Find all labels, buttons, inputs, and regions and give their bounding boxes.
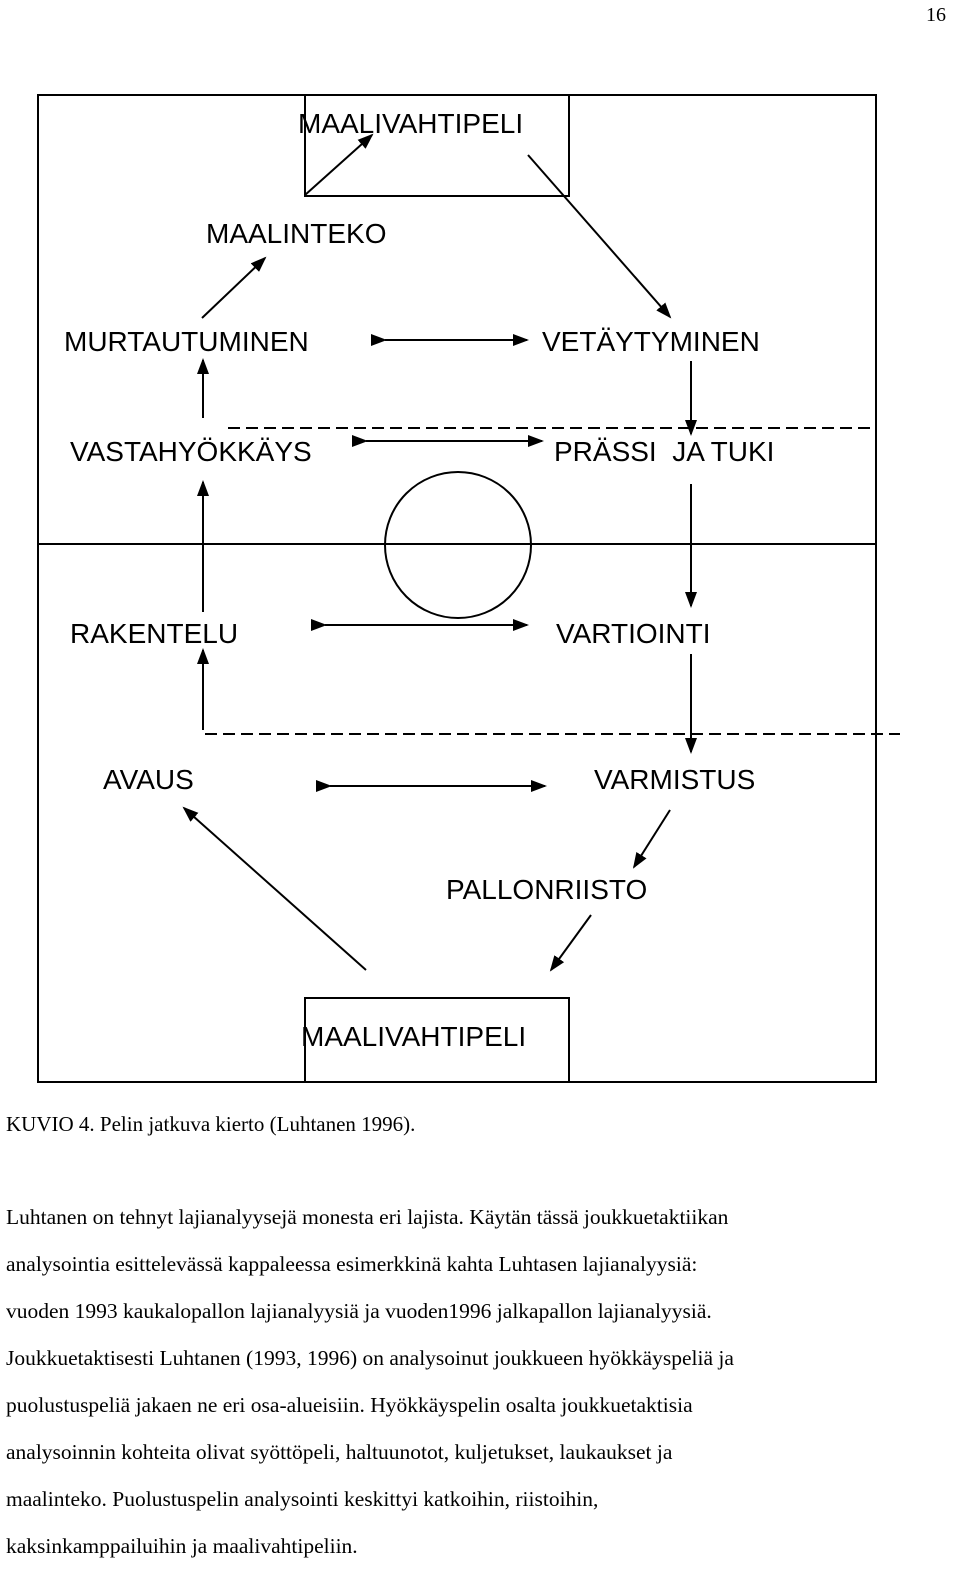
paragraph-line: analysoinnin kohteita olivat syöttöpeli, haltuunotot, kuljetukset, laukaukset ja — [6, 1440, 673, 1464]
node-opening: AVAUS — [103, 764, 194, 795]
arrow-ball-winning-to-goalkeeping — [551, 915, 591, 970]
node-counterattack: VASTAHYÖKKÄYS — [70, 436, 312, 467]
paragraph-line: vuoden 1993 kaukalopallon lajianalyysiä ja vuoden1996 jalkapallon lajianalyysiä. — [6, 1299, 712, 1323]
node-goalkeeping-bottom: MAALIVAHTIPELI — [301, 1021, 527, 1052]
node-goalkeeping-top: MAALIVAHTIPELI — [298, 108, 524, 139]
node-breakthrough: MURTAUTUMINEN — [64, 326, 309, 357]
node-guarding: VARTIOINTI — [556, 618, 711, 649]
node-withdrawal: VETÄYTYMINEN — [542, 326, 760, 357]
node-press-support: PRÄSSI JA TUKI — [554, 436, 775, 467]
arrow-scoring-to-goalkeeping — [305, 135, 372, 195]
paragraph-line: Joukkuetaktisesti Luhtanen (1993, 1996) on analysoinut joukkueen hyökkäyspeliä ja — [6, 1346, 734, 1370]
node-covering: VARMISTUS — [594, 764, 756, 795]
arrow-breakthrough-to-scoring — [202, 258, 265, 318]
page-number: 16 — [926, 4, 946, 26]
paragraph-line: maalinteko. Puolustuspelin analysointi keskittyi katkoihin, riistoihin, — [6, 1487, 599, 1511]
field-outline — [38, 95, 876, 1082]
figure-caption: KUVIO 4. Pelin jatkuva kierto (Luhtanen 1996). — [6, 1112, 416, 1136]
node-scoring: MAALINTEKO — [206, 218, 387, 249]
arrow-goalkeeping-to-withdrawal — [528, 155, 670, 317]
arrow-goalkeeping-to-opening — [184, 808, 366, 970]
paragraph-line: kaksinkamppailuihin ja maalivahtipeliin. — [6, 1534, 358, 1558]
node-buildup: RAKENTELU — [70, 618, 239, 649]
node-ball-winning: PALLONRIISTO — [446, 874, 648, 905]
paragraph-line: analysointia esittelevässä kappaleessa esimerkkinä kahta Luhtasen lajianalyysiä: — [6, 1252, 698, 1276]
paragraph-line: Luhtanen on tehnyt lajianalyysejä monesta eri lajista. Käytän tässä joukkuetaktiikan — [6, 1205, 729, 1229]
paragraph-line: puolustuspeliä jakaen ne eri osa-alueisiin. Hyökkäyspelin osalta joukkuetaktisia — [6, 1393, 693, 1417]
arrow-covering-to-ball-winning — [634, 810, 670, 867]
body-paragraph — [6, 1194, 946, 1570]
